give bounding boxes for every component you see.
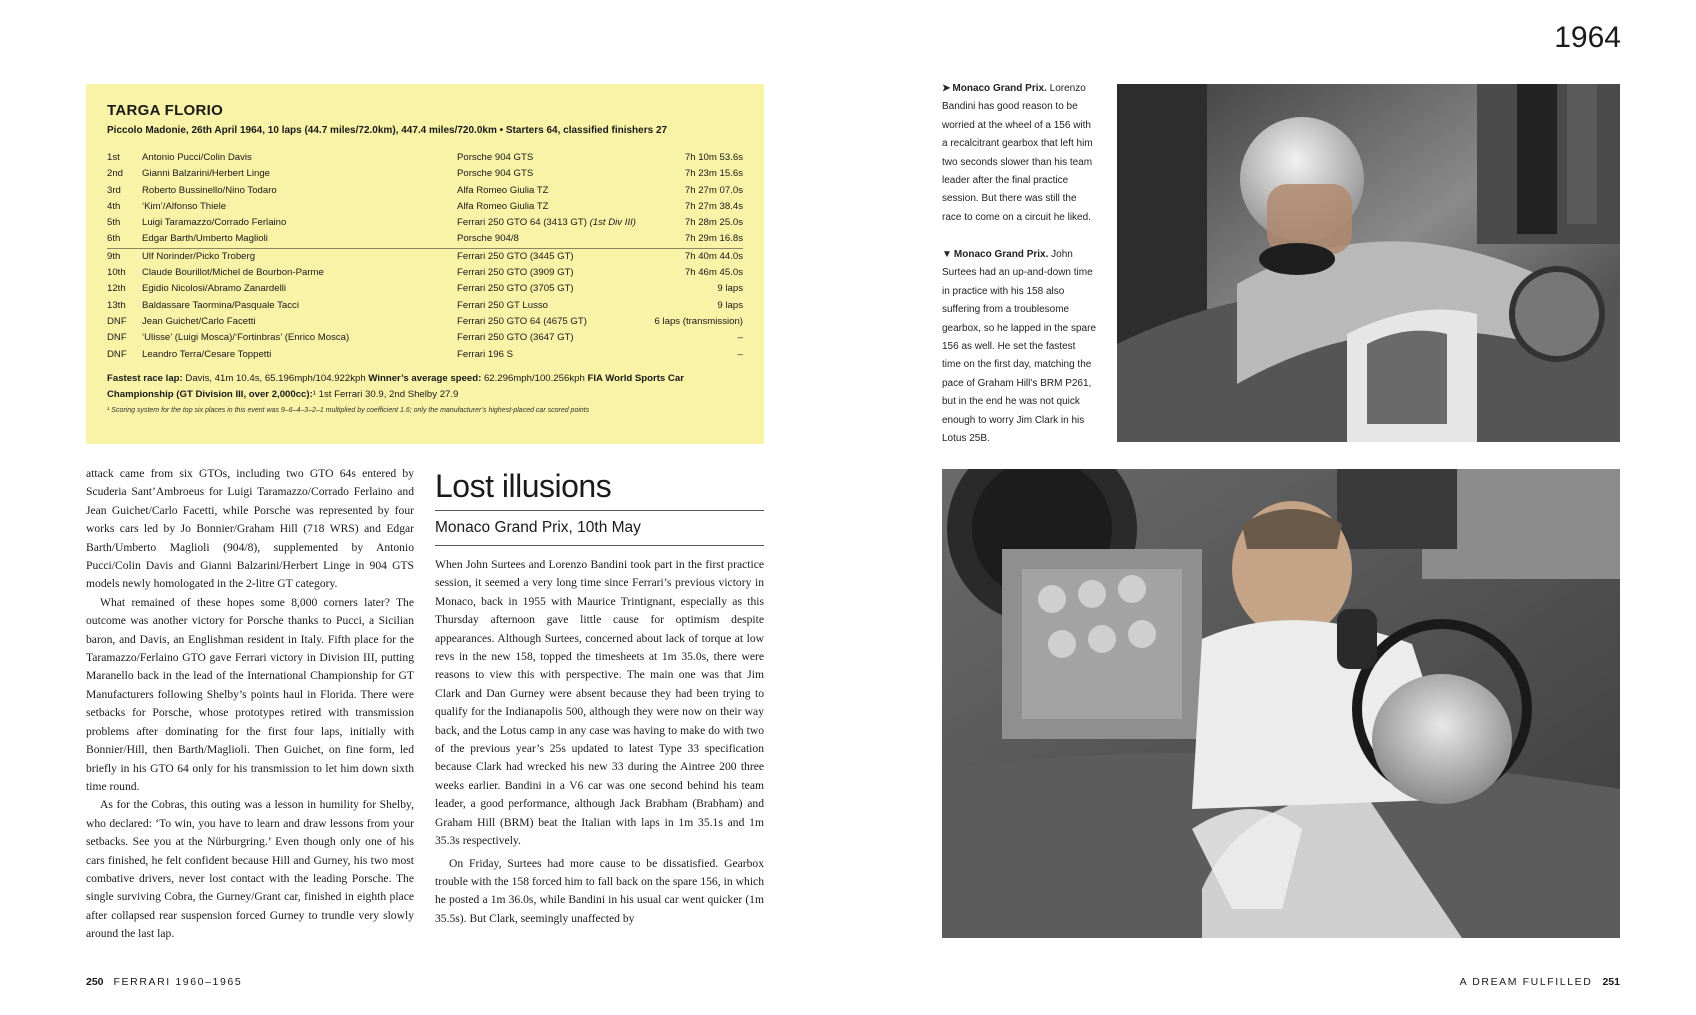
drivers-cell: Baldassare Taormina/Pasquale Tacci — [142, 299, 299, 311]
championship-value: ¹ 1st Ferrari 30.9, 2nd Shelby 27.9 — [312, 388, 459, 400]
year-heading: 1964 — [1554, 21, 1621, 54]
section-subtitle: Monaco Grand Prix, 10th May — [435, 518, 764, 546]
caption-heading: Monaco Grand Prix. — [952, 83, 1047, 94]
paragraph: As for the Cobras, this outing was a lesson in humility for Shelby, who declared: ‘To win, you have to learn and draw lessons from your setbacks. See you at the Nürburgring.’ Even though only one of his cars finished, he felt confident because Hill and Gurney, his two most combative drivers, never lost contact with the leading Porsche. The single surviving Cobra, the Gurney/Grant car, finished in eighth place after collapsed rear suspension forced Gurney to trundle very slowly around the last lap. — [86, 798, 414, 941]
surtees-photo-image — [942, 469, 1620, 938]
car-cell: Porsche 904 GTS — [457, 168, 534, 180]
car-cell: Ferrari 250 GTO 64 (3413 GT) (1st Div III) — [457, 217, 636, 229]
result-cell: 9 laps — [717, 283, 743, 295]
results-subtitle: Piccolo Madonie, 26th April 1964, 10 laps (44.7 miles/72.0km), 447.4 miles/720.0km • Starters 64, classified finishers 27 — [107, 125, 668, 136]
results-row — [107, 199, 743, 215]
results-row — [107, 298, 743, 314]
results-row — [107, 150, 743, 166]
division-note: (1st Div III) — [589, 217, 636, 229]
results-table — [107, 150, 743, 363]
drivers-cell: Gianni Balzarini/Herbert Linge — [142, 168, 270, 180]
section-title: Lost illusions — [435, 466, 764, 511]
paragraph: What remained of these hopes some 8,000 corners later? The outcome was another victory for Porsche thanks to Pucci, a Sicilian baron, and Davis, an Englishman resident in Italy. Fifth place for the Taramazzo/Ferlaino GTO gave Ferrari victory in Division III, putting Maranello back in the lead of the International Championship for GT Manufacturers following Shelby’s points haul in Florida. There were setbacks for Porsche, whose prototypes retired with transmission problems after dominating for the first four laps, initially with Bonnier/Hill, then Barth/Maglioli. Then Guichet, on fine form, led briefly in his GTO 64 only for his transmission to let him down sixth time round. — [86, 595, 414, 793]
avg-speed-label: Winner’s average speed: — [368, 372, 482, 384]
arrow-right-icon: ➤ — [942, 83, 951, 94]
body-column-1 — [86, 465, 414, 944]
photo-bandini — [1117, 84, 1620, 442]
car-cell: Porsche 904 GTS — [457, 152, 534, 163]
photo-caption-2 — [942, 246, 1097, 448]
drivers-cell: Antonio Pucci/Colin Davis — [142, 152, 252, 163]
position-cell: 12th — [107, 283, 126, 295]
result-cell: 7h 29m 16.8s — [684, 233, 743, 245]
drivers-cell: Leandro Terra/Cesare Toppetti — [142, 348, 272, 360]
car-cell: Porsche 904/8 — [457, 233, 519, 245]
position-cell: 9th — [107, 248, 142, 265]
result-cell: 7h 28m 25.0s — [684, 217, 743, 229]
caption-text: Lorenzo Bandini has good reason to be worried at the wheel of a 156 with a recalcitrant gearbox that left him two seconds slower than his team leader after the final practice session. But there was still the race to come on a circuit he liked. — [942, 83, 1093, 223]
result-cell: 7h 23m 15.6s — [684, 168, 743, 180]
position-cell: 6th — [107, 233, 121, 245]
car-cell: Ferrari 250 GTO (3705 GT) — [457, 283, 574, 295]
body-column-2 — [435, 556, 764, 928]
page-number: 250 — [86, 976, 104, 988]
result-cell: 9 laps — [717, 299, 743, 311]
car-cell: Ferrari 250 GTO (3647 GT) — [457, 332, 574, 344]
results-row — [107, 166, 743, 182]
position-cell: 3rd — [107, 184, 121, 196]
results-row — [107, 265, 743, 281]
drivers-cell: Jean Guichet/Carlo Facetti — [142, 315, 256, 327]
car-cell: Ferrari 196 S — [457, 348, 513, 360]
paragraph: When John Surtees and Lorenzo Bandini took part in the first practice session, it seemed a very long time since Ferrari’s previous victory in Monaco, back in 1955 with Maurice Trintignant, especially as this Thursday afternoon gave little cause for optimism despite appearances. Although Surtees, concerned about lack of torque at low revs in the new 158, topped the timesheets at 1m 35.0s, there were reasons to view this with perspective. The main one was that Jim Clark and Dan Gurney were absent because they had been trying to qualify for the Indianapolis 500, although they were now on their way back, and the Lotus camp in any case was having to make do with two of the previous year’s 25s updated to latest Type 33 specification because Clark had wrecked his new 33 during the Aintree 200 three weeks earlier. Bandini in a V6 car was one second behind his team leader, a good performance, although Jack Brabham (Brabham) and Graham Hill (BRM) beat the Italian with laps in 1m 35.1s and 1m 35.3s respectively. — [435, 558, 764, 848]
results-row — [107, 248, 743, 265]
drivers-cell: Egidio Nicolosi/Abramo Zanardelli — [142, 283, 286, 295]
fastest-lap-label: Fastest race lap: — [107, 372, 183, 384]
results-row — [107, 281, 743, 297]
paragraph: On Friday, Surtees had more cause to be dissatisfied. Gearbox trouble with the 158 forced him to fall back on the spare 156, in which he posted a 1m 36.0s, while Bandini in his usual car went quicker (1m 35.5s). But Clark, seemingly unaffected by — [435, 856, 764, 925]
results-box — [86, 84, 764, 444]
drivers-cell: ‘Ulisse’ (Luigi Mosca)/‘Fortinbras’ (Enrico Mosca) — [142, 332, 350, 344]
caption-text: John Surtees had an up-and-down time in practice with his 158 also suffering from a troublesome gearbox, so he lapped in the spare 156 as well. He set the fastest time on the first day, matching the pace of Graham Hill’s BRM P261, but in the end he was not quick enough to worry Jim Clark in his Lotus 25B. — [942, 249, 1096, 445]
drivers-cell: ‘Kim’/Alfonso Thiele — [142, 200, 227, 212]
bandini-photo-image — [1117, 84, 1620, 442]
position-cell: 10th — [107, 267, 126, 279]
car-cell: Alfa Romeo Giulia TZ — [457, 184, 549, 196]
page-number: 251 — [1602, 976, 1620, 988]
position-cell: 1st — [107, 152, 120, 163]
running-head: A DREAM FULFILLED — [1459, 976, 1593, 988]
paragraph: attack came from six GTOs, including two GTO 64s entered by Scuderia Sant’Ambroeus for Luigi Taramazzo/Corrado Ferlaino and Jean Guichet/Carlo Facetti, while Porsche was represented by four works cars led by Jo Bonnier/Graham Hill (718 WRS) and Edgar Barth/Umberto Maglioli (904/8), supplemented by Antonio Pucci/Colin Davis and Gianni Balzarini/Herbert Linge in 904 GTS models newly homologated in the 2-litre GT category. — [86, 467, 414, 591]
result-cell: 7h 46m 45.0s — [684, 267, 743, 279]
arrow-down-icon: ▼ — [942, 249, 952, 260]
drivers-cell: Roberto Bussinello/Nino Todaro — [142, 184, 277, 196]
drivers-cell: Luigi Taramazzo/Corrado Ferlaino — [142, 217, 287, 229]
results-row — [107, 231, 743, 248]
results-footnote: ¹ Scoring system for the top six places in this event was 9–6–4–3–2–1 multiplied by coefficient 1.6; only the manufacturer’s highest-placed car scored points — [107, 406, 590, 414]
results-footer — [107, 371, 707, 403]
result-cell: 7h 40m 44.0s — [647, 248, 743, 265]
position-cell: DNF — [107, 332, 127, 344]
results-row — [107, 215, 743, 231]
result-cell: – — [737, 348, 743, 360]
running-head: FERRARI 1960–1965 — [113, 976, 243, 988]
folio-right — [1460, 976, 1620, 988]
photo-caption-1 — [942, 80, 1097, 227]
result-cell: 6 laps (transmission) — [654, 315, 743, 327]
position-cell: 2nd — [107, 168, 124, 180]
results-row — [107, 314, 743, 330]
photo-surtees — [942, 469, 1620, 938]
position-cell: 4th — [107, 200, 121, 212]
drivers-cell: Edgar Barth/Umberto Maglioli — [142, 233, 268, 245]
position-cell: DNF — [107, 315, 127, 327]
car-cell: Ferrari 250 GT Lusso — [457, 299, 548, 311]
results-row — [107, 347, 743, 363]
drivers-cell: Ulf Norinder/Picko Troberg — [142, 248, 457, 265]
folio-left — [86, 976, 242, 988]
result-cell: 7h 27m 38.4s — [684, 200, 743, 212]
avg-speed-value: 62.296mph/100.256kph — [481, 372, 588, 384]
car-cell: Ferrari 250 GTO (3445 GT) — [457, 248, 647, 265]
result-cell: 7h 27m 07.0s — [684, 184, 743, 196]
position-cell: 5th — [107, 217, 121, 229]
result-cell: 7h 10m 53.6s — [684, 152, 743, 163]
caption-heading: Monaco Grand Prix. — [953, 249, 1049, 260]
championship-label: FIA World Sports Car Championship (GT Division III, over 2,000cc): — [107, 372, 684, 400]
result-cell: – — [737, 332, 743, 344]
drivers-cell: Claude Bourillot/Michel de Bourbon-Parme — [142, 267, 324, 279]
position-cell: 13th — [107, 299, 126, 311]
position-cell: DNF — [107, 348, 127, 360]
results-row — [107, 183, 743, 199]
car-cell: Ferrari 250 GTO 64 (4675 GT) — [457, 315, 587, 327]
fastest-lap-value: Davis, 41m 10.4s, 65.196mph/104.922kph — [182, 372, 369, 384]
car-cell: Alfa Romeo Giulia TZ — [457, 200, 549, 212]
results-row — [107, 330, 743, 346]
results-title: TARGA FLORIO — [107, 102, 224, 119]
car-cell: Ferrari 250 GTO (3909 GT) — [457, 267, 574, 279]
